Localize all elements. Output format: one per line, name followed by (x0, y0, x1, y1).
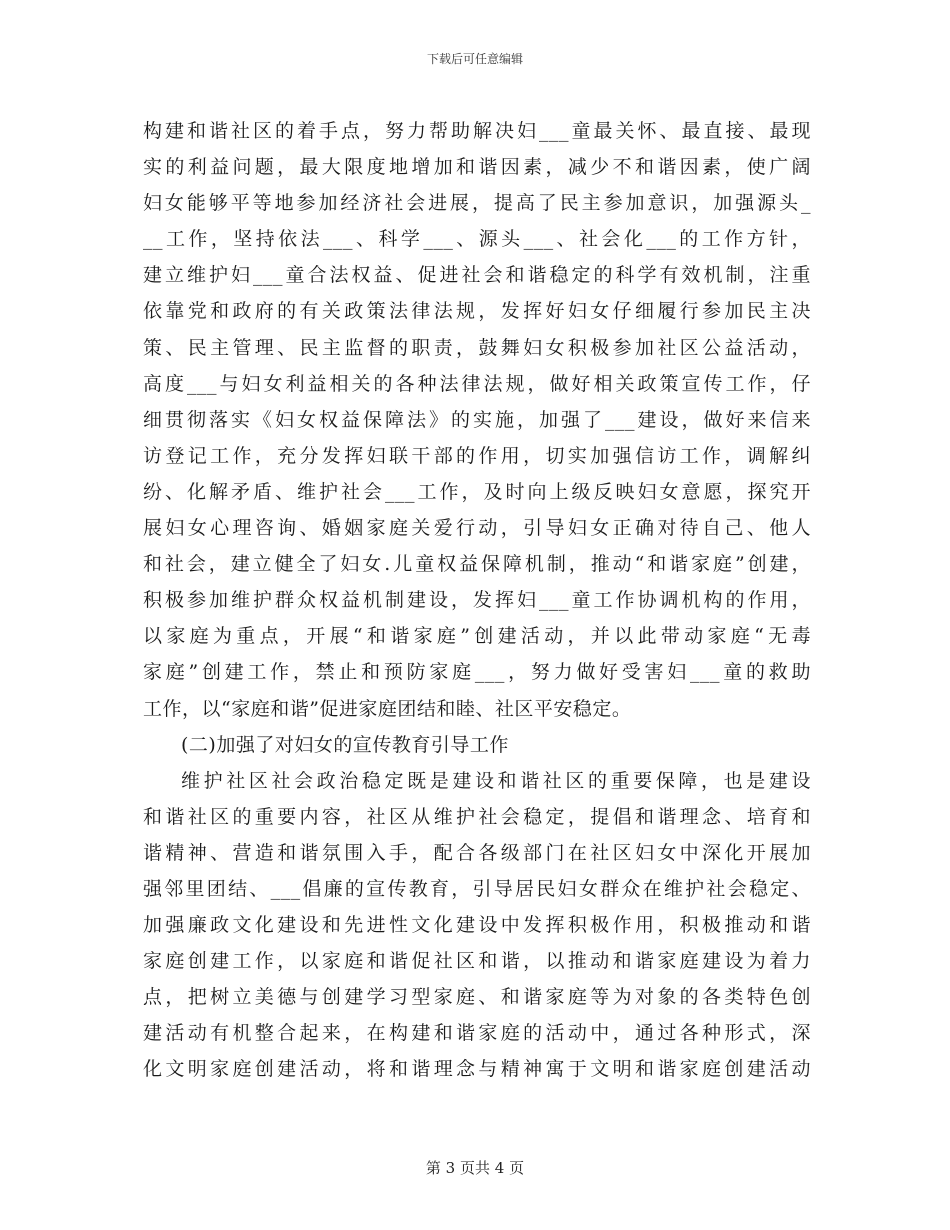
body-line: 建立维护妇___童合法权益、促进社会和谐稳定的科学有效机制，注重 (143, 264, 811, 287)
body-line: 和谐社区的重要内容，社区从维护社会稳定，提倡和谐理念、培育和 (143, 805, 811, 828)
body-line: 点，把树立美德与创建学习型家庭、和谐家庭等为对象的各类特色创 (143, 986, 811, 1009)
body-line: 加强廉政文化建设和先进性文化建设中发挥积极作用，积极推动和谐 (143, 914, 811, 937)
body-line: 谐精神、营造和谐氛围入手，配合各级部门在社区妇女中深化开展加 (143, 841, 811, 864)
section-heading: (二)加强了对妇女的宣传教育引导工作 (181, 733, 509, 756)
body-line: 细贯彻落实《妇女权益保障法》的实施，加强了___建设，做好来信来 (143, 408, 811, 431)
page-number: 第 3 页共 4 页 (425, 1159, 525, 1177)
document-body (143, 113, 811, 1088)
body-line: 纷、化解矛盾、维护社会___工作，及时向上级反映妇女意愿，探究开 (143, 480, 811, 503)
body-line: 维护社区社会政治稳定既是建设和谐社区的重要保障，也是建设 (181, 769, 811, 792)
page-header: 下载后可任意编辑 (426, 52, 523, 66)
body-line: 以家庭为重点，开展“和谐家庭”创建活动，并以此带动家庭“无毒 (143, 625, 811, 648)
body-line: 妇女能够平等地参加经济社会进展，提高了民主参加意识，加强源头_ (143, 192, 811, 215)
body-line: 积极参加维护群众权益机制建设，发挥妇___童工作协调机构的作用， (143, 589, 811, 612)
body-line: 和社会，建立健全了妇女.儿童权益保障机制，推动“和谐家庭”创建， (143, 553, 811, 576)
body-line: 依靠党和政府的有关政策法律法规，发挥好妇女仔细履行参加民主决 (143, 300, 811, 323)
body-line: 强邻里团结、___倡廉的宣传教育，引导居民妇女群众在维护社会稳定、 (143, 877, 811, 900)
body-line: 化文明家庭创建活动，将和谐理念与精神寓于文明和谐家庭创建活动 (143, 1058, 811, 1081)
body-line: 构建和谐社区的着手点，努力帮助解决妇___童最关怀、最直接、最现 (143, 120, 811, 142)
body-line: __工作，坚持依法___、科学___、源头___、社会化___的工作方针， (143, 228, 811, 251)
body-line: 访登记工作，充分发挥妇联干部的作用，切实加强信访工作，调解纠 (143, 444, 811, 467)
body-line: 展妇女心理咨询、婚姻家庭关爱行动，引导妇女正确对待自己、他人 (143, 517, 811, 540)
body-line: 策、民主管理、民主监督的职责，鼓舞妇女积极参加社区公益活动， (143, 336, 811, 359)
body-line: 家庭”创建工作，禁止和预防家庭___，努力做好受害妇___童的救助 (143, 661, 811, 684)
body-line: 家庭创建工作，以家庭和谐促社区和谐，以推动和谐家庭建设为着力 (143, 950, 811, 973)
body-line: 建活动有机整合起来，在构建和谐家庭的活动中，通过各种形式，深 (143, 1022, 811, 1045)
body-line: 工作，以“家庭和谐”促进家庭团结和睦、社区平安稳定。 (143, 697, 632, 720)
body-line: 高度___与妇女利益相关的各种法律法规，做好相关政策宣传工作，仔 (143, 372, 811, 395)
body-line: 实的利益问题，最大限度地增加和谐因素，减少不和谐因素，使广阔 (143, 156, 811, 179)
